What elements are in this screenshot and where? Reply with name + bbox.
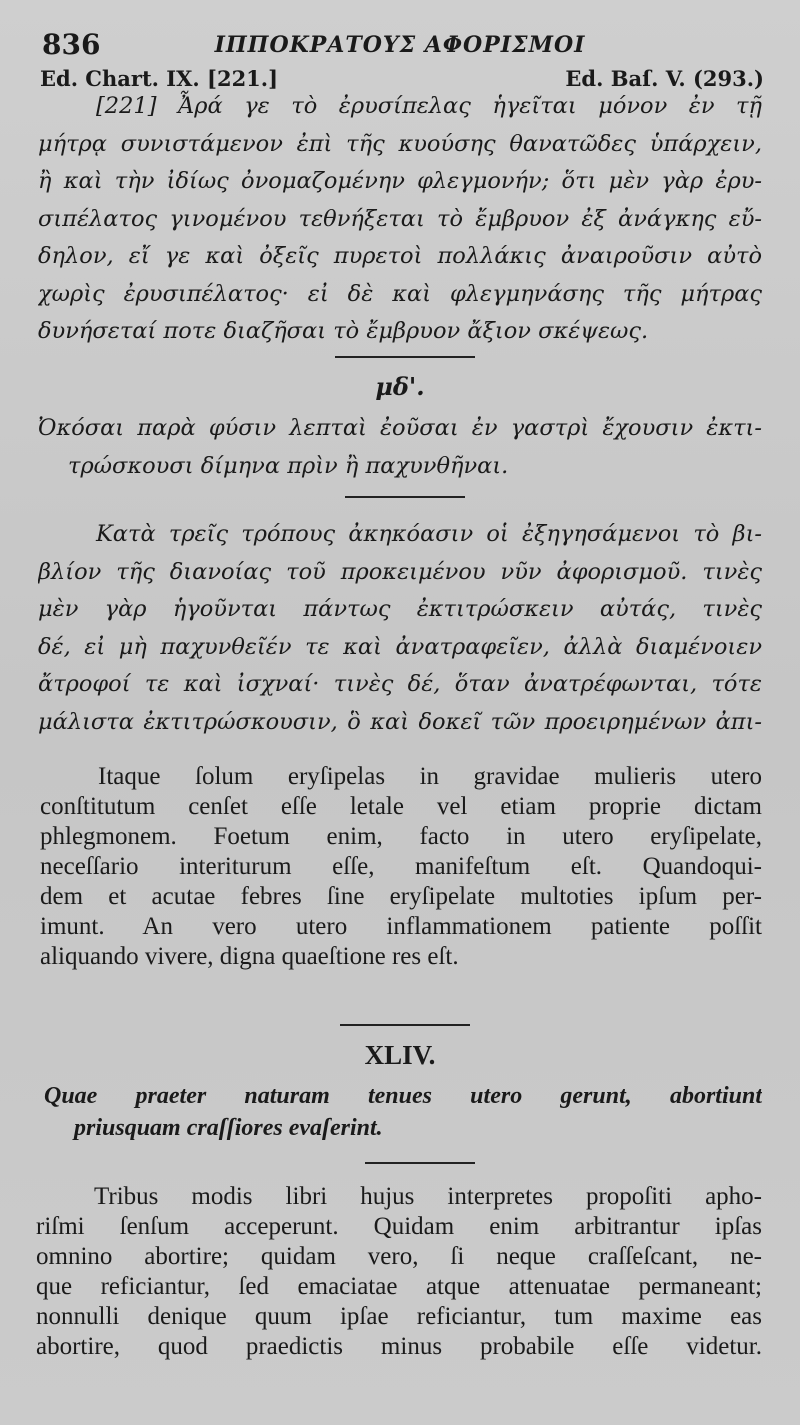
text-line: μάλιστα ἐκτιτρώσκουσιν, ὃ καὶ δοκεῖ τῶν προειρημένων ἀπι-: [38, 708, 762, 735]
greek-commentary-paragraph-1: [38, 88, 762, 351]
text-line: δηλον, εἴ γε καὶ ὀξεῖς πυρετοὶ πολλάκις ἀναιροῦσιν αὐτὸ: [38, 243, 762, 269]
section-divider-rule: [345, 496, 465, 498]
latin-commentary-paragraph-2: [36, 1182, 762, 1362]
text-line: Itaque ſolum eryſipelas in gravidae mulieris utero: [98, 763, 762, 790]
text-line: priusquam craſſiores evaſerint.: [74, 1115, 383, 1141]
latin-aphorism: [44, 1080, 762, 1144]
greek-aphorism: [38, 410, 762, 485]
text-line: μήτρᾳ συνιστάμενον ἐπὶ τῆς κυούσης θανατῶδες ὑπάρχειν,: [38, 130, 762, 157]
edition-basel-reference: Ed. Baſ. V. (293.): [565, 66, 764, 91]
text-line: dem et acutae febres ſine eryſipelate multoties ipſum per-: [40, 883, 762, 910]
section-divider-rule: [335, 356, 475, 358]
text-line: aliquando vivere, digna quaeſtione res eſt.: [40, 943, 459, 970]
text-line: Tribus modis libri hujus interpretes propoſiti apho-: [94, 1183, 762, 1210]
text-line: βλίον τῆς διανοίας τοῦ προκειμένου νῦν ἀφορισμοῦ. τινὲς: [38, 558, 762, 585]
text-line: Quae praeter naturam tenues utero gerunt, abortiunt: [44, 1083, 762, 1109]
text-line: abortire, quod praedictis minus probabile eſſe videtur.: [36, 1333, 762, 1360]
text-line: [221] Ἆρά γε τὸ ἐρυσίπελας ἡγεῖται μόνον ἐν τῇ: [96, 93, 762, 119]
running-title: ΙΠΠΟΚΡΑΤΟΥΣ ΑΦΟΡΙΣΜΟΙ: [214, 32, 586, 58]
text-line: Ὀκόσαι παρὰ φύσιν λεπταὶ ἐοῦσαι ἐν γαστρὶ ἔχουσιν ἐκτι-: [38, 415, 762, 441]
text-line: χωρὶς ἐρυσιπέλατος· εἰ δὲ καὶ φλεγμηνάσης τῆς μήτρας: [38, 280, 762, 307]
greek-commentary-paragraph-2: [38, 516, 762, 741]
text-line: ἄτροφοί τε καὶ ἰσχναί· τινὲς δέ, ὅταν ἀνατρέφωνται, τότε: [38, 671, 762, 697]
text-line: riſmi ſenſum acceperunt. Quidam enim arbitrantur ipſas: [36, 1213, 762, 1240]
text-line: σιπέλατος γινομένου τεθνήξεται τὸ ἔμβρυον ἐξ ἀνάγκης εὔ-: [38, 205, 762, 232]
page-number: 836: [42, 28, 101, 61]
text-line: Κατὰ τρεῖς τρόπους ἀκηκόασιν οἱ ἐξηγησάμενοι τὸ βι-: [96, 521, 762, 547]
text-line: τρώσκουσι δίμηνα πρὶν ἢ παχυνθῆναι.: [68, 452, 509, 479]
latin-aphorism-number: XLIV.: [364, 1040, 436, 1070]
text-line: δέ, εἰ μὴ παχυνθεῖέν τε καὶ ἀνατραφεῖεν, ἀλλὰ διαμένοιεν: [38, 633, 762, 660]
text-line: que reficiantur, ſed emaciatae atque attenuatae permaneant;: [36, 1273, 762, 1300]
section-divider-rule: [365, 1162, 475, 1164]
text-line: omnino abortire; quidam vero, ſi neque craſſeſcant, ne-: [36, 1243, 762, 1270]
running-head: [36, 28, 764, 62]
latin-commentary-paragraph-1: [40, 762, 762, 972]
text-line: conſtitutum cenſet eſſe letale vel etiam proprie dictam: [40, 793, 762, 820]
greek-aphorism-number: μδ'.: [375, 372, 425, 401]
edition-chartier-reference: Ed. Chart. IX. [221.]: [40, 66, 279, 91]
text-line: μὲν γὰρ ἡγοῦνται πάντως ἐκτιτρώσκειν αὐτάς, τινὲς: [38, 596, 762, 622]
text-line: phlegmonem. Foetum enim, facto in utero eryſipelate,: [40, 823, 762, 850]
text-line: nonnulli denique quum ipſae reficiantur, tum maxime eas: [36, 1303, 762, 1330]
section-divider-rule: [340, 1024, 470, 1026]
text-line: ἢ καὶ τὴν ἰδίως ὀνομαζομένην φλεγμονήν; ὅτι μὲν γὰρ ἐρυ-: [38, 168, 762, 194]
text-line: neceſſario interiturum eſſe, manifeſtum eſt. Quandoqui-: [40, 853, 762, 880]
text-line: δυνήσεταί ποτε διαζῆσαι τὸ ἔμβρυον ἄξιον σκέψεως.: [38, 318, 649, 344]
text-line: imunt. An vero utero inflammationem patiente poſſit: [40, 913, 762, 940]
